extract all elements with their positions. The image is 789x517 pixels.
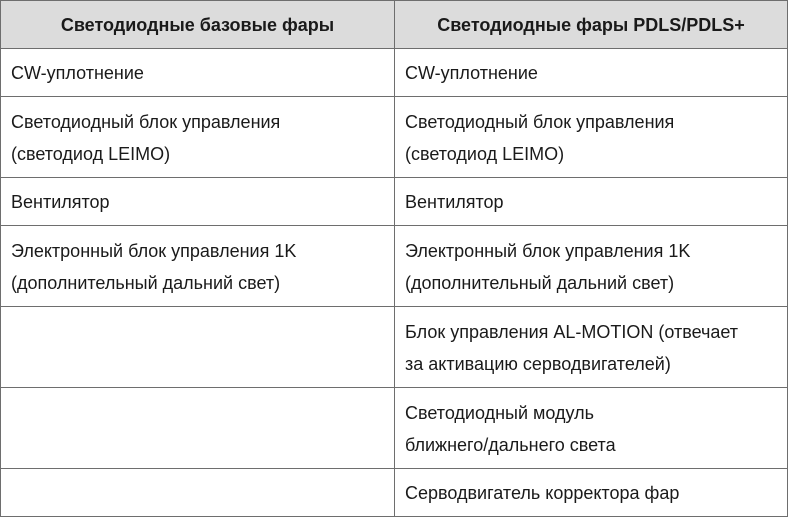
cell-line: Светодиодный блок управления: [405, 112, 675, 132]
table-cell-pdls: [395, 178, 788, 226]
table-cell-pdls: [395, 307, 788, 388]
cell-line: Светодиодный блок управления: [11, 112, 281, 132]
cell-line: Электронный блок управления 1K: [405, 241, 691, 261]
table-cell-base-empty: [1, 307, 395, 388]
cell-line: ближнего/дальнего света: [405, 435, 616, 455]
table-cell-base: [1, 97, 395, 178]
column-header-base-led: Светодиодные базовые фары: [1, 1, 395, 49]
table-cell-pdls: [395, 469, 788, 517]
column-header-pdls: Светодиодные фары PDLS/PDLS+: [395, 1, 788, 49]
cell-line: Блок управления AL-MOTION (отвечает: [405, 322, 739, 342]
table-row: [1, 388, 788, 469]
table-header-row: [1, 1, 788, 49]
cell-line: (светодиод LEIMO): [405, 144, 565, 164]
table-cell-base: [1, 49, 395, 97]
cell-line: (дополнительный дальний свет): [405, 273, 675, 293]
table-cell-base: [1, 226, 395, 307]
cell-line: (светодиод LEIMO): [11, 144, 171, 164]
table-row: [1, 178, 788, 226]
table-cell-pdls: [395, 49, 788, 97]
cell-line: (дополнительный дальний свет): [11, 273, 281, 293]
table-cell-pdls: [395, 388, 788, 469]
table-cell-pdls: [395, 97, 788, 178]
table-cell-pdls: [395, 226, 788, 307]
table-row: [1, 226, 788, 307]
cell-line: Светодиодный модуль: [405, 403, 595, 423]
cell-line: Электронный блок управления 1K: [11, 241, 297, 261]
table-row: [1, 469, 788, 517]
table-cell-base: [1, 178, 395, 226]
table-cell-base-empty: [1, 469, 395, 517]
cell-line: Серводвигатель корректора фар: [405, 482, 680, 503]
table-row: [1, 307, 788, 388]
cell-line: CW-уплотнение: [405, 62, 538, 83]
cell-line: Вентилятор: [11, 191, 110, 212]
cell-line: за активацию серводвигателей): [405, 354, 671, 374]
table-row: [1, 49, 788, 97]
cell-line: Вентилятор: [405, 191, 504, 212]
table-cell-base-empty: [1, 388, 395, 469]
table-row: [1, 97, 788, 178]
cell-line: CW-уплотнение: [11, 62, 144, 83]
